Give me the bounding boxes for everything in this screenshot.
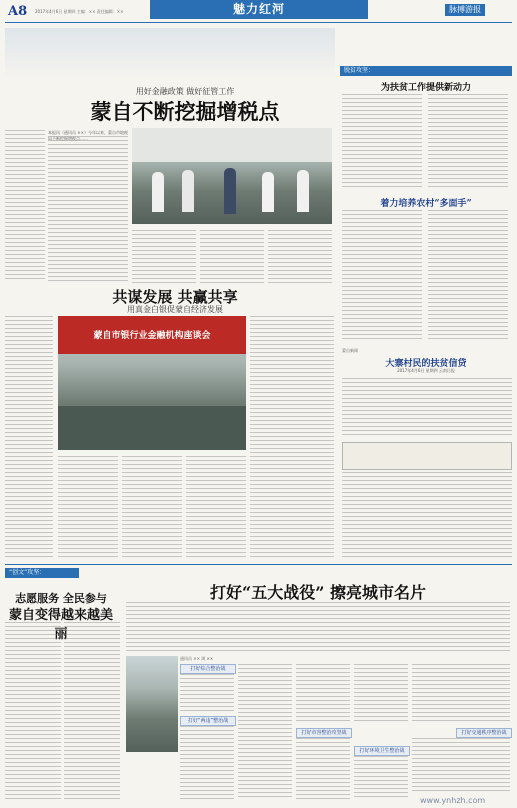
bottom-col3b <box>296 738 350 800</box>
bottom-col5a <box>412 664 510 724</box>
mid-body-col1 <box>5 316 53 560</box>
top-headline: 蒙自不断挖掘增税点 <box>90 99 280 124</box>
right-story2-col1 <box>342 210 422 342</box>
bottom-col3a <box>296 664 350 724</box>
bottom-col1b <box>180 726 234 800</box>
bottom-main-headline: 打好“五大战役” 擦亮城市名片 <box>210 583 426 602</box>
right-story1-col2 <box>428 94 508 190</box>
top-body-col3 <box>200 230 264 284</box>
top-body-col4 <box>268 230 332 284</box>
bottom-col4a <box>354 664 408 724</box>
mid-body-col4 <box>186 456 246 560</box>
bottom-col1a <box>180 674 234 712</box>
subhead-2: 打好“两违”整治战 <box>180 716 236 726</box>
mid-body-col2 <box>58 456 118 560</box>
bottom-byline: 通讯员 ×× 周 ×× <box>180 656 214 661</box>
bottom-rule <box>5 564 512 565</box>
top-body-col1 <box>48 136 128 282</box>
bottom-left-kicker: 志愿服务 全民参与 <box>15 592 107 605</box>
bottom-left-col1 <box>5 622 61 800</box>
subhead-4: 打好环境卫生整治战 <box>354 746 410 756</box>
right-story2-title: 着力培养农村“多面手” <box>380 199 472 209</box>
meeting-banner: 蒙自市银行业金融机构座谈会 <box>93 331 211 341</box>
corner-tag: 脉搏游报 <box>445 4 485 16</box>
right-story3-title: 大寨村民的扶贫信贷 <box>385 359 467 369</box>
right-story1-title: 为扶贫工作提供新动力 <box>380 83 471 93</box>
civic-bar: “创文”攻坚： <box>5 568 79 578</box>
right-story1-col1 <box>342 94 422 190</box>
top-deco <box>5 28 335 108</box>
date-line: 2017年4月6日 星期四 主编：×× 责任编辑：×× <box>35 9 124 14</box>
right-story3-byline: 2017年4月6日 星期四 云南日报 <box>397 368 455 373</box>
top-lead: 本报讯（通讯员 ××）今年以来，蒙自市地税局不断挖掘增税点…… <box>48 130 128 141</box>
watermark: www.ynhzh.com <box>420 796 486 805</box>
poverty-bar: 脱贫攻坚： <box>340 66 512 76</box>
right-story3-lead <box>342 378 512 438</box>
mid-kicker: 共谋发展 共赢共享 <box>112 288 238 306</box>
bottom-lead <box>126 602 510 652</box>
bottom-photo <box>126 656 178 752</box>
subhead-3: 打好市容整治攻坚战 <box>296 728 352 738</box>
section-banner: 魅力红河 <box>150 0 368 19</box>
subhead-5: 打好交通秩序整治战 <box>456 728 512 738</box>
bottom-col4b <box>354 756 408 800</box>
bottom-left-col2 <box>64 622 120 800</box>
mid-subhead: 用真金白银促蒙自经济发展 <box>127 305 223 314</box>
bottom-col2 <box>238 664 292 800</box>
top-body-col0 <box>5 130 45 280</box>
subhead-1: 打好综合整治战 <box>180 664 236 674</box>
right-story2-col2 <box>428 210 508 342</box>
bottom-left-headline: 蒙自变得越来越美丽 <box>8 608 113 642</box>
right-quote-box <box>342 442 512 470</box>
right-caption: 蒙自新闻 <box>342 348 358 353</box>
top-body-col2 <box>132 230 196 284</box>
mid-photo <box>58 316 246 450</box>
bottom-col5b <box>412 738 510 792</box>
mid-body-col3 <box>122 456 182 560</box>
page-number: A8 <box>8 4 28 19</box>
top-kicker: 用好金融政策 做好征管工作 <box>135 87 235 96</box>
header-rule <box>5 22 512 23</box>
mid-body-col5 <box>250 316 334 560</box>
right-story3-body <box>342 472 512 558</box>
top-photo <box>132 128 332 224</box>
